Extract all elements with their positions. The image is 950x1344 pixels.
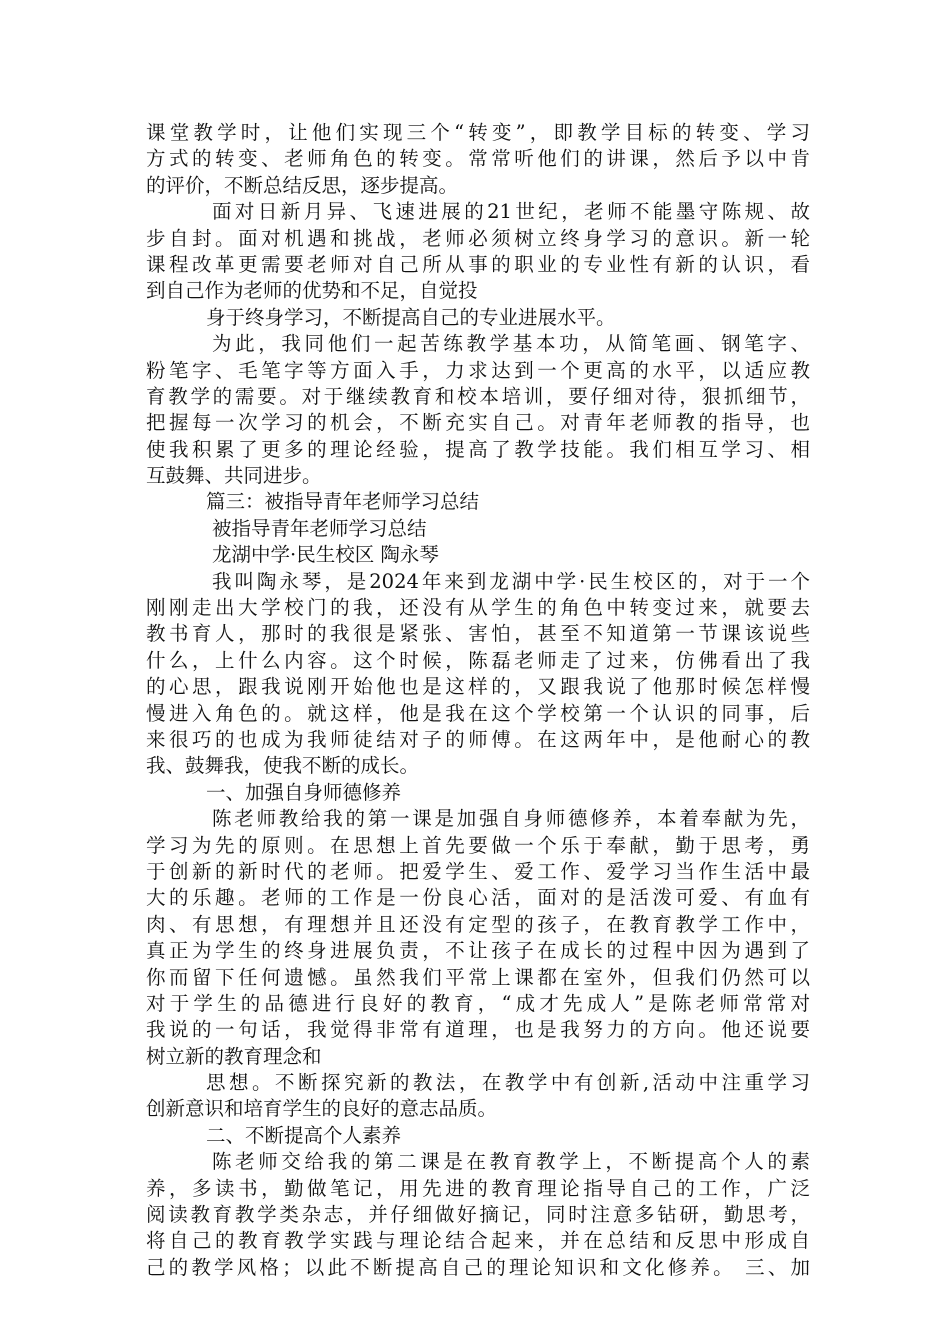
text-line: 育教学的需要。对于继续教育和校本培训，要仔细对待，狠抓细节， <box>146 384 810 408</box>
text-line: 学习为先的原则。在思想上首先要做一个乐于奉献，勤于思考，勇 <box>146 833 810 857</box>
text-line: 大的乐趣。老师的工作是一份良心活，面对的是活泼可爱、有血有 <box>146 886 810 910</box>
text-line: 将自己的教育教学实践与理论结合起来，并在总结和反思中形成自 <box>146 1229 810 1253</box>
text-line: 篇三：被指导青年老师学习总结 <box>206 490 480 514</box>
text-line: 把握每一次学习的机会，不断充实自己。对青年老师教的指导，也 <box>146 411 810 435</box>
text-line: 身于终身学习，不断提高自己的专业进展水平。 <box>206 305 616 329</box>
text-line: 我、鼓舞我，使我不断的成长。 <box>146 754 420 778</box>
text-line: 树立新的教育理念和 <box>146 1044 322 1068</box>
text-line: 我说的一句话，我觉得非常有道理，也是我努力的方向。他还说要 <box>146 1018 810 1042</box>
text-line: 我叫陶永琴，是2024年来到龙湖中学·民生校区的，对于一个 <box>212 569 810 593</box>
document-body <box>146 120 810 1281</box>
text-line: 来很巧的也成为我师徒结对子的师傅。在这两年中，是他耐心的教 <box>146 727 810 751</box>
text-line: 陈老师教给我的第一课是加强自身师德修养，本着奉献为先， <box>212 807 810 831</box>
text-line: 到自己作为老师的优势和不足，自觉投 <box>146 279 478 303</box>
text-line: 粉笔字、毛笔字等方面入手，力求达到一个更高的水平，以适应教 <box>146 358 810 382</box>
text-line: 被指导青年老师学习总结 <box>212 516 427 540</box>
text-line: 面对日新月异、飞速进展的21世纪，老师不能墨守陈规、故 <box>212 200 810 224</box>
text-line: 真正为学生的终身进展负责，不让孩子在成长的过程中因为遇到了 <box>146 939 810 963</box>
text-line: 的心思，跟我说刚开始他也是这样的，又跟我说了他那时候怎样慢 <box>146 675 810 699</box>
text-line: 为此，我同他们一起苦练教学基本功，从简笔画、钢笔字、 <box>212 332 810 356</box>
text-line: 一、加强自身师德修养 <box>206 780 402 804</box>
text-line: 阅读教育教学类杂志，并仔细做好摘记，同时注意多钻研，勤思考， <box>146 1203 810 1227</box>
text-line: 教书育人，那时的我很是紧张、害怕，甚至不知道第一节课该说些 <box>146 622 810 646</box>
text-line: 陈老师交给我的第二课是在教育教学上，不断提高个人的素 <box>212 1150 810 1174</box>
text-line: 创新意识和培育学生的良好的意志品质。 <box>146 1097 498 1121</box>
text-line: 步自封。面对机遇和挑战，老师必须树立终身学习的意识。新一轮 <box>146 226 810 250</box>
text-line: 慢进入角色的。就这样，他是我在这个学校第一个认识的同事，后 <box>146 701 810 725</box>
text-line: 己的教学风格；以此不断提高自己的理论知识和文化修养。 三、加 <box>146 1255 810 1279</box>
text-line: 于创新的新时代的老师。把爱学生、爱工作、爱学习当作生活中最 <box>146 859 810 883</box>
text-line: 二、不断提高个人素养 <box>206 1123 402 1147</box>
text-line: 龙湖中学·民生校区 陶永琴 <box>212 543 439 567</box>
text-line: 你而留下任何遗憾。虽然我们平常上课都在室外，但我们仍然可以 <box>146 965 810 989</box>
text-line: 使我积累了更多的理论经验，提高了教学技能。我们相互学习、相 <box>146 437 810 461</box>
text-line: 什么，上什么内容。这个时候，陈磊老师走了过来，仿佛看出了我 <box>146 648 810 672</box>
text-line: 的评价，不断总结反思，逐步提高。 <box>146 173 459 197</box>
text-line: 对于学生的品德进行良好的教育，“成才先成人”是陈老师常常对 <box>146 991 810 1015</box>
text-line: 刚刚走出大学校门的我，还没有从学生的角色中转变过来，就要去 <box>146 596 810 620</box>
text-line: 课堂教学时，让他们实现三个“转变”，即教学目标的转变、学习 <box>146 121 810 144</box>
text-line: 课程改革更需要老师对自己所从事的职业的专业性有新的认识，看 <box>146 252 810 276</box>
text-line: 互鼓舞、共同进步。 <box>146 464 322 488</box>
text-line: 方式的转变、老师角色的转变。常常听他们的讲课，然后予以中肯 <box>146 147 810 171</box>
text-line: 肉、有思想，有理想并且还没有定型的孩子，在教育教学工作中， <box>146 912 810 936</box>
text-line: 思想。不断探究新的教法，在教学中有创新,活动中注重学习 <box>206 1071 810 1095</box>
text-line: 养，多读书，勤做笔记，用先进的教育理论指导自己的工作，广泛 <box>146 1176 810 1200</box>
